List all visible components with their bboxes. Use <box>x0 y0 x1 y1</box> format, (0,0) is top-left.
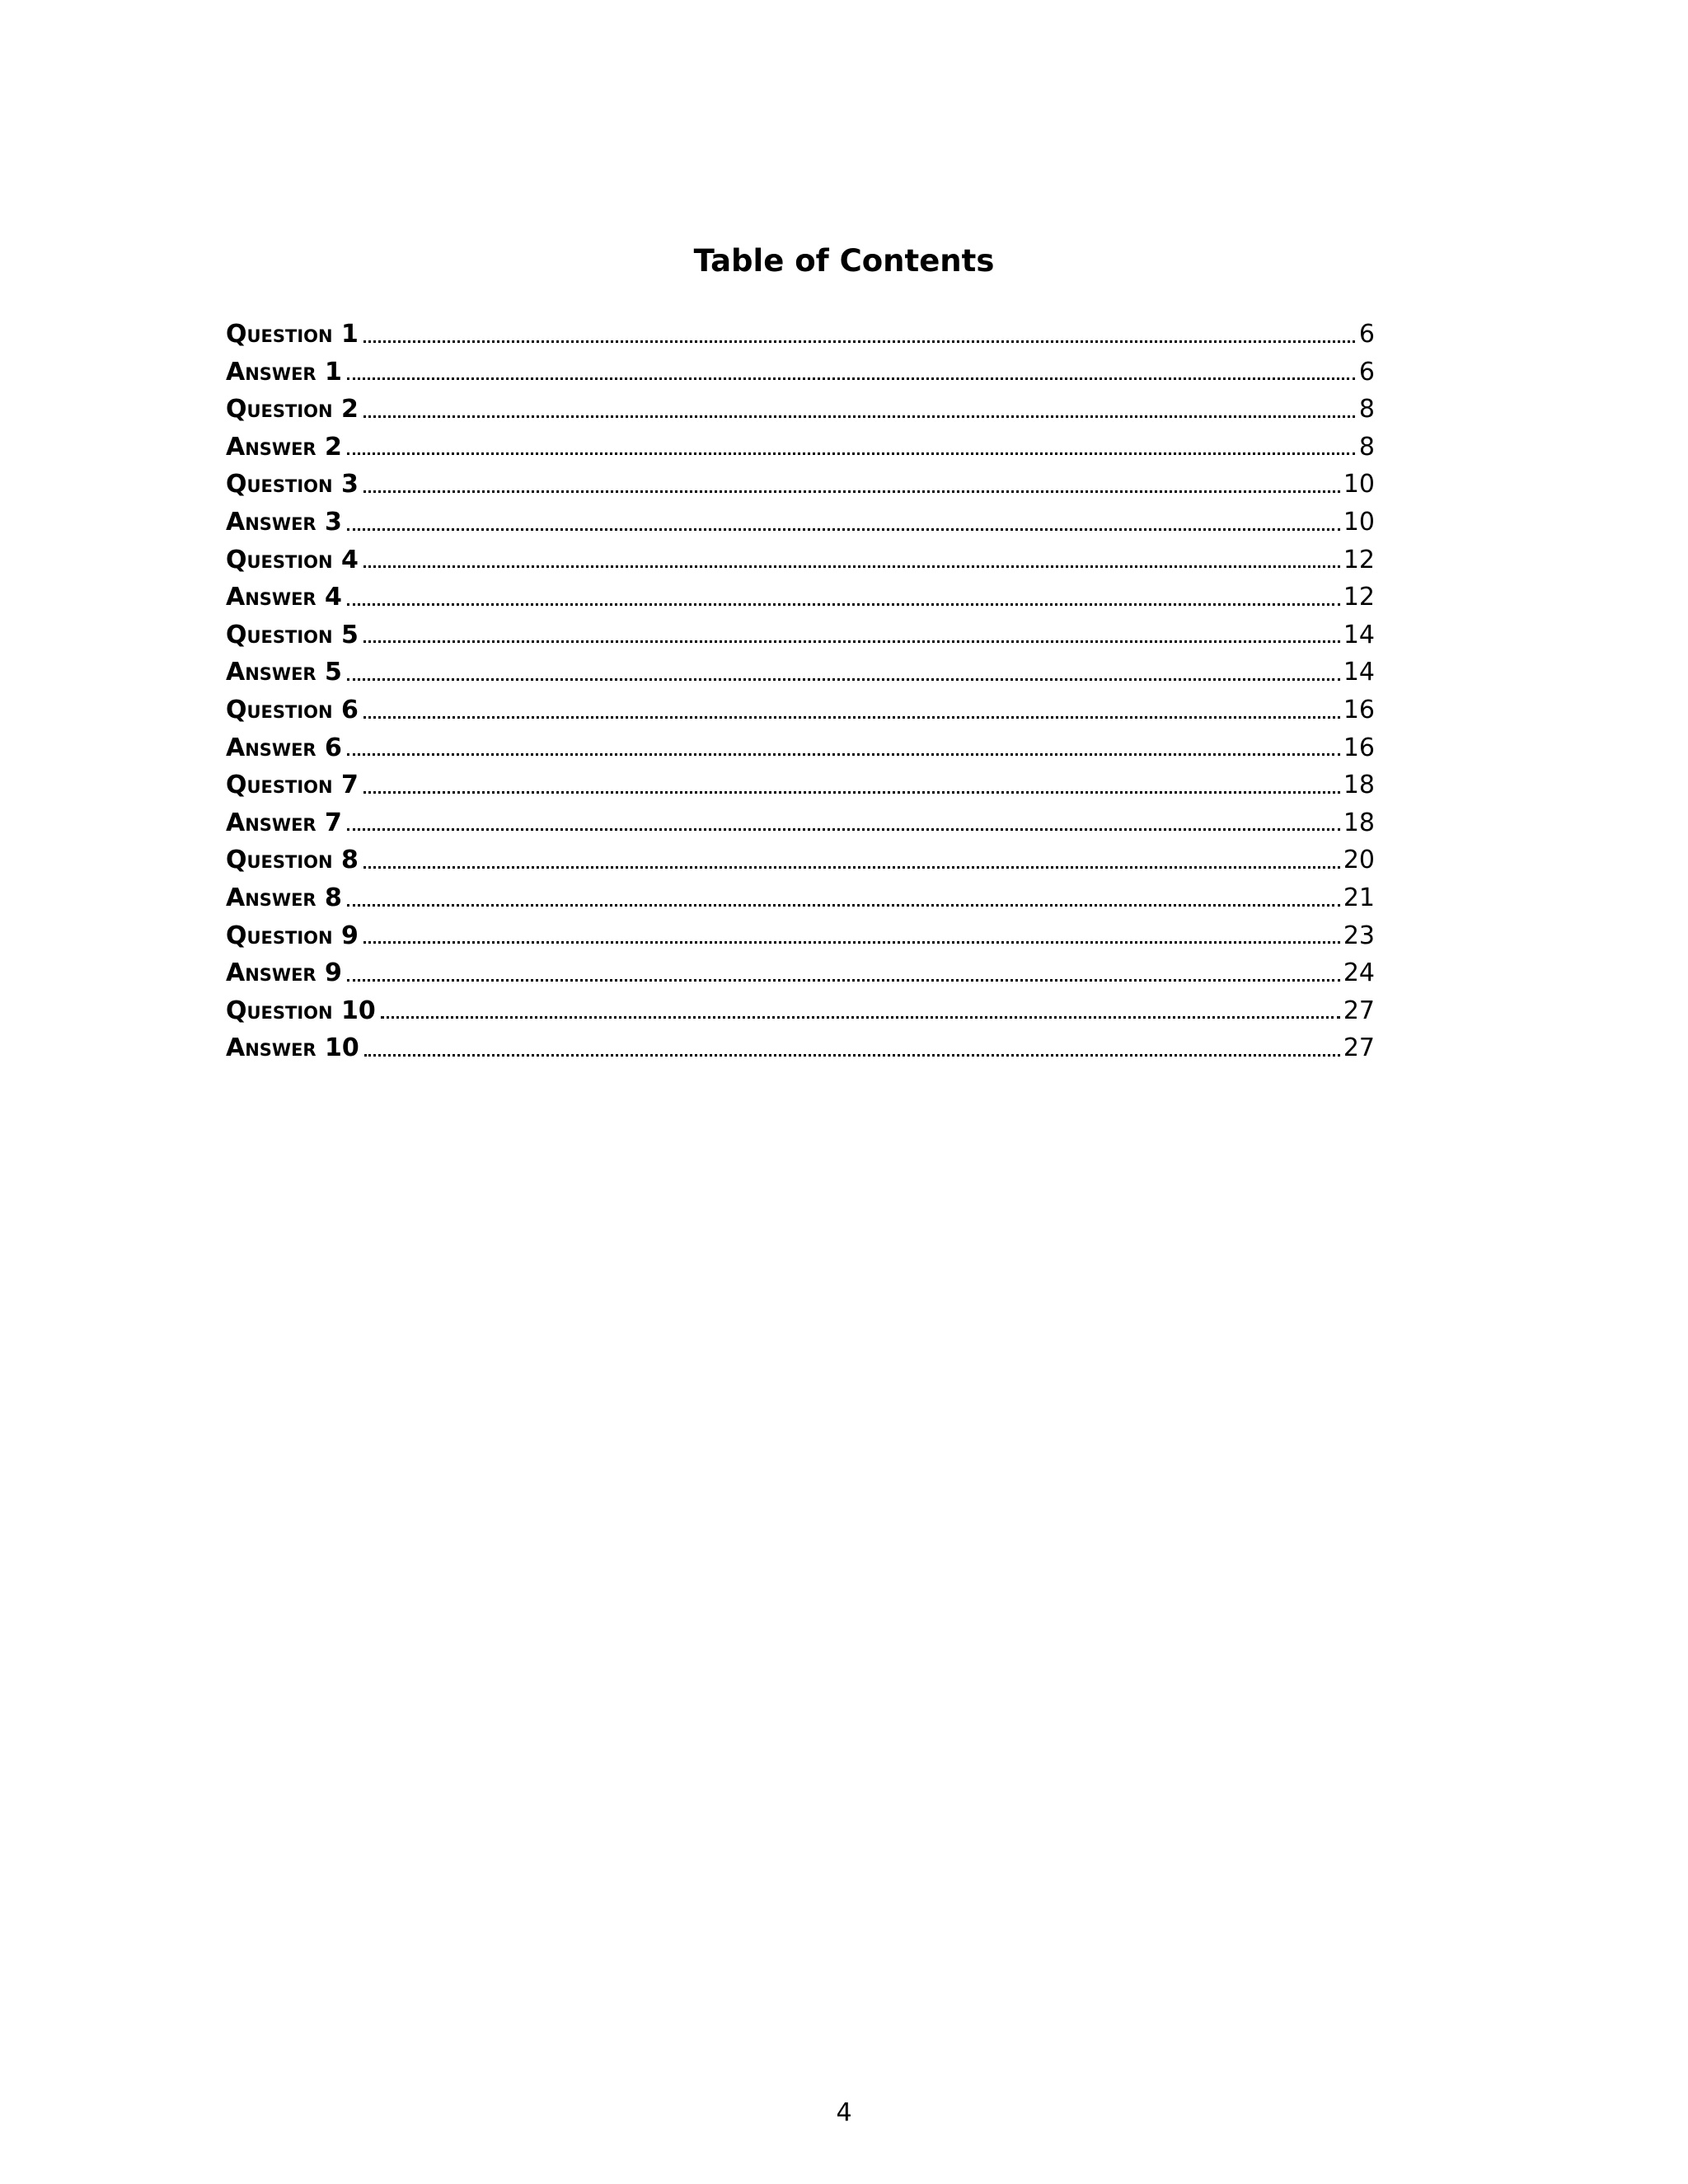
toc-entry-question-10[interactable] <box>226 992 1375 1030</box>
dot-leader <box>363 565 1340 568</box>
toc-entry-label: Question 6 <box>226 695 359 724</box>
toc-entry-label: Question 5 <box>226 620 359 649</box>
toc-entry-page: 6 <box>1358 357 1375 387</box>
dot-leader <box>381 1016 1340 1019</box>
toc-entry-page: 27 <box>1343 996 1375 1025</box>
toc-entry-label: Answer 1 <box>226 357 342 387</box>
toc-entry-page: 8 <box>1358 432 1375 462</box>
toc-entry-question-3[interactable] <box>226 466 1375 504</box>
toc-entry-answer-10[interactable] <box>226 1029 1375 1067</box>
toc-entry-question-8[interactable] <box>226 841 1375 879</box>
table-of-contents <box>226 316 1375 1067</box>
toc-entry-label: Question 2 <box>226 395 359 424</box>
toc-entry-label: Question 9 <box>226 921 359 950</box>
toc-entry-page: 14 <box>1343 658 1375 687</box>
page-title: Table of Contents <box>693 243 995 279</box>
dot-leader <box>364 1054 1340 1057</box>
toc-entry-label: Answer 10 <box>226 1033 359 1063</box>
toc-entry-page: 23 <box>1343 921 1375 950</box>
dot-leader <box>347 452 1355 455</box>
toc-entry-question-7[interactable] <box>226 766 1375 804</box>
toc-entry-page: 20 <box>1343 846 1375 875</box>
toc-entry-page: 6 <box>1358 320 1375 349</box>
toc-entry-question-6[interactable] <box>226 691 1375 729</box>
page-number: 4 <box>836 2098 852 2127</box>
toc-entry-label: Question 4 <box>226 545 359 574</box>
dot-leader <box>347 979 1340 982</box>
toc-entry-label: Answer 3 <box>226 507 342 537</box>
toc-entry-answer-3[interactable] <box>226 504 1375 541</box>
toc-entry-page: 18 <box>1343 808 1375 837</box>
toc-entry-page: 10 <box>1343 507 1375 537</box>
toc-entry-answer-5[interactable] <box>226 654 1375 691</box>
toc-entry-label: Answer 6 <box>226 733 342 762</box>
toc-entry-question-5[interactable] <box>226 616 1375 654</box>
toc-entry-label: Answer 4 <box>226 583 342 612</box>
dot-leader <box>347 678 1340 681</box>
dot-leader <box>363 415 1355 418</box>
toc-entry-page: 10 <box>1343 470 1375 499</box>
dot-leader <box>363 716 1340 719</box>
dot-leader <box>347 603 1340 606</box>
toc-entry-question-4[interactable] <box>226 541 1375 579</box>
toc-entry-answer-4[interactable] <box>226 579 1375 616</box>
dot-leader <box>363 791 1340 794</box>
dot-leader <box>363 941 1340 944</box>
toc-entry-label: Question 8 <box>226 846 359 875</box>
toc-entry-label: Question 7 <box>226 771 359 800</box>
toc-entry-page: 14 <box>1343 620 1375 649</box>
toc-entry-label: Question 10 <box>226 996 376 1025</box>
toc-entry-page: 16 <box>1343 733 1375 762</box>
toc-entry-label: Question 3 <box>226 470 359 499</box>
dot-leader <box>347 753 1340 756</box>
toc-entry-label: Answer 8 <box>226 883 342 912</box>
toc-entry-page: 21 <box>1343 883 1375 912</box>
toc-entry-answer-2[interactable] <box>226 429 1375 466</box>
toc-entry-page: 12 <box>1343 583 1375 612</box>
toc-entry-page: 27 <box>1343 1033 1375 1063</box>
toc-entry-label: Answer 7 <box>226 808 342 837</box>
toc-entry-label: Answer 5 <box>226 658 342 687</box>
dot-leader <box>363 640 1340 643</box>
toc-entry-label: Question 1 <box>226 320 359 349</box>
toc-entry-page: 18 <box>1343 771 1375 800</box>
toc-entry-answer-7[interactable] <box>226 804 1375 842</box>
toc-entry-page: 24 <box>1343 958 1375 988</box>
dot-leader <box>347 904 1340 907</box>
toc-entry-question-2[interactable] <box>226 391 1375 429</box>
dot-leader <box>363 866 1340 869</box>
toc-entry-question-1[interactable] <box>226 316 1375 354</box>
toc-entry-label: Answer 2 <box>226 432 342 462</box>
dot-leader <box>363 490 1340 493</box>
toc-entry-answer-6[interactable] <box>226 729 1375 767</box>
dot-leader <box>363 340 1355 343</box>
toc-entry-answer-8[interactable] <box>226 879 1375 917</box>
toc-entry-page: 8 <box>1358 395 1375 424</box>
toc-entry-label: Answer 9 <box>226 958 342 988</box>
toc-entry-page: 16 <box>1343 695 1375 724</box>
dot-leader <box>347 828 1340 831</box>
dot-leader <box>347 528 1340 531</box>
toc-entry-answer-9[interactable] <box>226 954 1375 992</box>
toc-entry-answer-1[interactable] <box>226 354 1375 391</box>
dot-leader <box>347 377 1355 380</box>
toc-entry-question-9[interactable] <box>226 917 1375 955</box>
toc-entry-page: 12 <box>1343 545 1375 574</box>
